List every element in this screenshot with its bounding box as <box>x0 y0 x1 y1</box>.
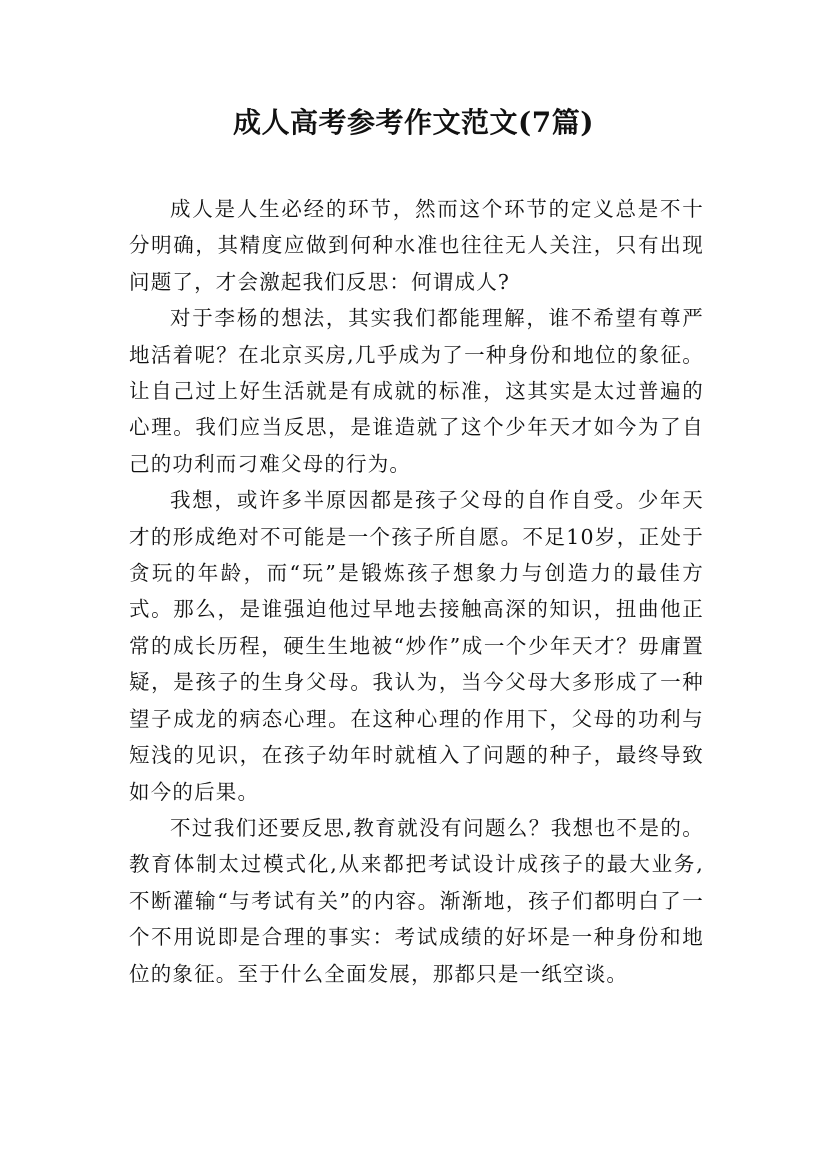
paragraph-4: 不过我们还要反思,教育就没有问题么？我想也不是的。教育体制太过模式化,从来都把考试设计成孩子的最大业务,不断灌输“与考试有关”的内容。渐渐地，孩子们都明白了一个不用说即是合理的事实：考试成绩的好坏是一种身份和地位的象征。至于什么全面发展，那都只是一纸空谈。 <box>129 815 704 986</box>
paragraph-1: 成人是人生必经的环节，然而这个环节的定义总是不十分明确，其精度应做到何种水准也往往无人关注，只有出现问题了，才会激起我们反思：何谓成人? <box>129 197 704 294</box>
document-body <box>129 191 704 992</box>
document-title: 成人高考参考作文范文(7篇) <box>233 106 594 139</box>
paragraph-3: 我想，或许多半原因都是孩子父母的自作自受。少年天才的形成绝对不可能是一个孩子所自愿。不足10岁，正处于贪玩的年龄，而“玩”是锻炼孩子想象力与创造力的最佳方式。那么，是谁强迫他过早地去接触高深的知识，扭曲他正常的成长历程，硬生生地被“炒作”成一个少年天才？毋庸置疑，是孩子的生身父母。我认为，当今父母大多形成了一种望子成龙的病态心理。在这种心理的作用下，父母的功利与短浅的见识，在孩子幼年时就植入了问题的种子，最终导致如今的后果。 <box>129 488 704 804</box>
paragraph-2: 对于李杨的想法，其实我们都能理解，谁不希望有尊严地活着呢？在北京买房,几乎成为了一种身份和地位的象征。让自己过上好生活就是有成就的标准，这其实是太过普遍的心理。我们应当反思，是谁造就了这个少年天才如今为了自己的功利而刁难父母的行为。 <box>129 306 704 476</box>
